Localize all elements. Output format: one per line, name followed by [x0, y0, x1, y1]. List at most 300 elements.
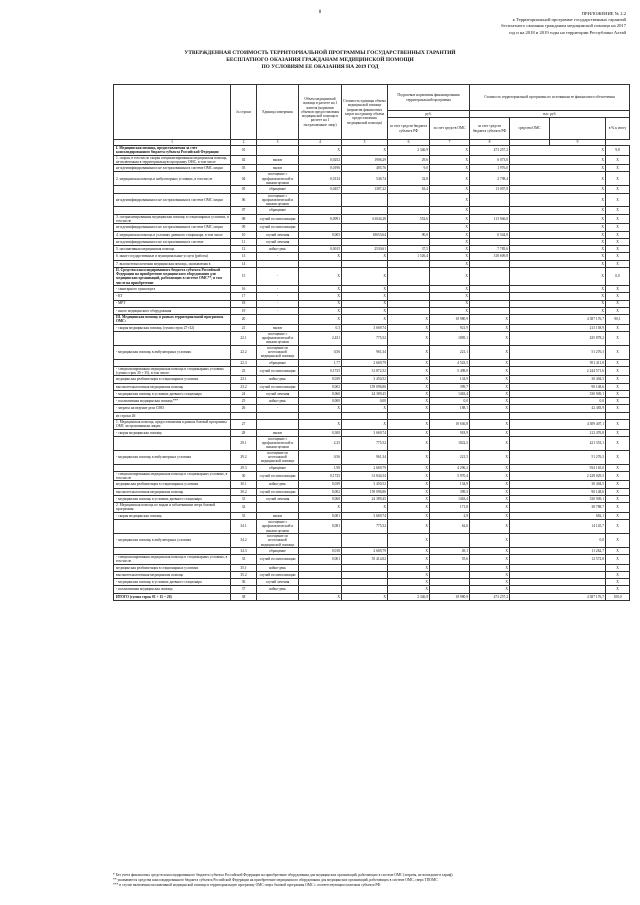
row-per-capita-oms: 188,1 [430, 405, 470, 412]
row-cost-budget: Х [470, 579, 510, 586]
row-per-capita-oms: 399,3 [430, 488, 470, 495]
row-cost-oms: 213 158,9 [510, 324, 606, 331]
row-volume: Х [299, 293, 342, 300]
row-percent: Х [606, 155, 630, 165]
row-cost: Х [342, 267, 388, 285]
row-cost [342, 207, 388, 214]
header-label [114, 85, 231, 140]
row-cost: Х [342, 405, 388, 412]
row-per-capita-budget: Х [388, 533, 430, 547]
row-volume: Х [299, 593, 342, 600]
row-label: - санитарного транспорта [114, 286, 231, 293]
row-percent: Х [606, 324, 630, 331]
table-row [114, 307, 630, 314]
row-cost-oms [510, 579, 606, 586]
table-row [114, 286, 630, 293]
row-cost [342, 571, 388, 578]
row-number: 04 [231, 172, 257, 186]
row-cost: 55 414,02 [342, 555, 388, 565]
row-percent: Х [606, 547, 630, 554]
row-volume: 0,001 [299, 512, 342, 519]
row-unit: случай госпитализации [257, 555, 299, 565]
row-unit: обращение [257, 207, 299, 214]
annex-line: ПРИЛОЖЕНИЕ № 2.2 [581, 11, 626, 16]
row-cost: Х [342, 503, 388, 513]
row-percent: Х [606, 186, 630, 193]
row-percent: Х [606, 172, 630, 186]
row-cost-oms: Х [510, 165, 606, 172]
row-cost-oms: Х [510, 260, 606, 267]
row-number: 03 [231, 165, 257, 172]
row-number: 26 [231, 405, 257, 412]
row-volume: Х [299, 286, 342, 293]
row-number: 34.1 [231, 520, 257, 534]
row-unit: - [257, 307, 299, 314]
row-per-capita-budget: Х [388, 481, 430, 488]
row-volume: 0,039 [299, 376, 342, 383]
row-cost: 0,00 [342, 398, 388, 405]
row-per-capita-budget: 63,4 [388, 186, 430, 193]
row-cost-oms: Х [510, 307, 606, 314]
row-number: 33 [231, 512, 257, 519]
row-volume: Х [299, 307, 342, 314]
row-number: 35 [231, 555, 257, 565]
row-per-capita-oms: Х [430, 238, 470, 245]
row-cost-oms: Х [510, 253, 606, 260]
row-label: из строки 20: [114, 412, 231, 419]
row-cost [342, 193, 388, 207]
header-budget-subj-2: за счет средств бюджета субъекта РФ [470, 118, 510, 140]
row-cost: Х [342, 253, 388, 260]
row-number: 30.1 [231, 481, 257, 488]
row-per-capita-budget: Х [388, 471, 430, 481]
row-per-capita-budget: 2 346,9 [388, 593, 430, 600]
row-volume: 0,001 [299, 555, 342, 565]
row-cost: Х [342, 286, 388, 293]
row-volume: 0,002 [299, 383, 342, 390]
row-unit [257, 146, 299, 156]
row-per-capita-budget: Х [388, 359, 430, 366]
row-per-capita-budget: Х [388, 586, 430, 593]
row-number: 22.2 [231, 345, 257, 359]
row-cost: 3 450,52 [342, 481, 388, 488]
row-label: - специализированная медицинская помощь в стационарных условиях (сумма строк 30 + 35), в том числе: [114, 366, 231, 376]
row-volume: 0,000 [299, 398, 342, 405]
row-per-capita-budget [388, 286, 430, 293]
row-cost-oms: Х [510, 146, 606, 156]
row-percent: Х [606, 571, 630, 578]
row-per-capita-oms [430, 579, 470, 586]
row-cost-budget [470, 238, 510, 245]
row-cost-budget: Х [470, 376, 510, 383]
row-per-capita-budget: Х [388, 564, 430, 571]
row-cost-budget: 6 544,8 [470, 231, 510, 238]
row-label: - скорая медицинская помощь [114, 429, 231, 436]
row-cost [342, 412, 388, 419]
row-percent: Х [606, 533, 630, 547]
row-label: I. Медицинская помощь, предоставляемая за счет консолидированного бюджета субъекта Российской Федерации [114, 146, 231, 156]
row-per-capita-oms: 1822,5 [430, 436, 470, 450]
row-number: 34.3 [231, 547, 257, 554]
row-label: не идентифицированным и не застрахованным в системе [114, 238, 231, 245]
row-per-capita-oms: Х [430, 207, 470, 214]
row-cost-budget: 2 798,4 [470, 172, 510, 186]
row-label: 1. Медицинская помощь, предоставляемая в рамках базовой программы ОМС застрахованным лицам [114, 419, 231, 429]
row-per-capita-oms: Х [430, 293, 470, 300]
row-percent: Х [606, 405, 630, 412]
row-label: 7. высокотехнологичная медицинская помощь, оказываемая в [114, 260, 231, 267]
row-cost-oms: 90 148,6 [510, 488, 606, 495]
row-number: 35.1 [231, 564, 257, 571]
row-number: 11 [231, 238, 257, 245]
row-per-capita-oms: Х [430, 193, 470, 207]
table-row [114, 331, 630, 345]
row-cost-budget: Х [470, 390, 510, 397]
row-cost-budget [470, 207, 510, 214]
row-cost-budget: Х [470, 366, 510, 376]
row-unit [257, 419, 299, 429]
row-label [114, 520, 231, 534]
row-cost-budget: 1 976,0 [470, 165, 510, 172]
table-row [114, 324, 630, 331]
row-unit: случай госпитализации [257, 383, 299, 390]
row-percent: Х [606, 286, 630, 293]
row-per-capita-budget [388, 207, 430, 214]
row-cost-oms [510, 564, 606, 571]
row-percent: Х [606, 398, 630, 405]
row-number: 17 [231, 293, 257, 300]
row-volume: Х [299, 315, 342, 325]
table-row [114, 571, 630, 578]
row-unit: посещение с профилактической и иными целями [257, 172, 299, 186]
row-unit: обращение [257, 547, 299, 554]
row-volume: 0,1725 [299, 366, 342, 376]
row-cost-budget: 473 257,2 [470, 593, 510, 600]
row-unit: посещение по неотложной медицинской помощи [257, 345, 299, 359]
row-cost [342, 564, 388, 571]
row-volume [299, 533, 342, 547]
row-cost-oms: Х [510, 246, 606, 253]
row-label: высокотехнологичная медицинская помощь [114, 571, 231, 578]
row-per-capita-oms: Х [430, 286, 470, 293]
row-per-capita-oms: Х [430, 224, 470, 231]
row-cost: 31 844,54 [342, 471, 388, 481]
row-per-capita-oms: 55,6 [430, 555, 470, 565]
footnotes [113, 873, 629, 889]
header-cost-sources: Стоимость территориальной программы по источникам ее финансового обеспечения [470, 85, 630, 111]
row-number: 27 [231, 419, 257, 429]
row-percent: Х [606, 450, 630, 464]
row-per-capita-budget: Х [388, 324, 430, 331]
row-number: 21 [231, 324, 257, 331]
row-cost-budget: Х [470, 571, 510, 578]
row-per-capita-budget: Х [388, 390, 430, 397]
row-per-capita-budget [388, 193, 430, 207]
row-per-capita-budget: Х [388, 419, 430, 429]
row-per-capita-oms: 4 296,2 [430, 464, 470, 471]
row-per-capita-oms: Х [430, 253, 470, 260]
row-per-capita-oms: Х [430, 307, 470, 314]
row-cost: Х [342, 419, 388, 429]
row-number: 32 [231, 503, 257, 513]
row-per-capita-oms: 2,9 [430, 512, 470, 519]
table-row [114, 231, 630, 238]
row-number: 28 [231, 429, 257, 436]
header-cost-unit: Стоимость единицы объема медицинской помощи (норматив финансовых затрат на единицу объема предоставления медицинской помощи) [342, 85, 388, 140]
header-unit: Единица измерения [257, 85, 299, 140]
row-cost-oms: Х [510, 207, 606, 214]
column-number: 9 [550, 140, 606, 146]
row-cost-budget: Х [470, 481, 510, 488]
row-number: 14 [231, 260, 257, 267]
row-cost: 159 096,86 [342, 488, 388, 495]
row-cost-budget: Х [470, 419, 510, 429]
row-cost: 961,34 [342, 450, 388, 464]
table-row [114, 300, 630, 307]
row-cost: 1387,22 [342, 186, 388, 193]
row-number: 23.2 [231, 383, 257, 390]
row-per-capita-oms [430, 533, 470, 547]
row-cost [342, 260, 388, 267]
row-percent: Х [606, 246, 630, 253]
row-per-capita-budget: Х [388, 579, 430, 586]
row-unit: - [257, 286, 299, 293]
row-cost: 3 669,74 [342, 512, 388, 519]
row-label: II. Средства консолидированного бюджета субъекта Российской Федерации на приобретение медицинского оборудования для медицинских организаций, работающих в системе ОМС**, в том числе на приобретение [114, 267, 231, 285]
row-cost [342, 238, 388, 245]
row-number: 01 [231, 146, 257, 156]
row-unit: койко-день [257, 564, 299, 571]
row-percent: Х [606, 555, 630, 565]
row-cost-oms: 90 148,6 [510, 383, 606, 390]
row-percent: Х [606, 520, 630, 534]
row-per-capita-budget: Х [388, 464, 430, 471]
row-volume: 0,060 [299, 390, 342, 397]
row-volume [299, 586, 342, 593]
row-label: медицинская реабилитация в стационарных условиях [114, 481, 231, 488]
column-number: 1 [114, 140, 231, 146]
row-per-capita-oms: Х [430, 260, 470, 267]
row-volume: 0,060 [299, 495, 342, 502]
column-number: 3 [257, 140, 299, 146]
notes-line: * Без учета финансовых средств консолидированного бюджета субъекта Российской Федерации на приобретение оборудования для медицинских организаций, работающих в системе ОМС (затраты, не вошедшие в тариф). [113, 873, 454, 877]
row-per-capita-oms: 18 980,9 [430, 315, 470, 325]
row-volume: 0,0134 [299, 172, 342, 186]
row-unit: - [257, 253, 299, 260]
row-cost-budget [470, 286, 510, 293]
row-cost: 3 450,52 [342, 376, 388, 383]
row-cost-oms: 0,0 [510, 533, 606, 547]
row-cost [342, 533, 388, 547]
row-cost-oms: Х [510, 186, 606, 193]
row-cost-budget: 13 007,8 [470, 186, 510, 193]
row-percent: Х [606, 165, 630, 172]
table-row [114, 253, 630, 260]
row-cost-budget: Х [470, 450, 510, 464]
row-per-capita-budget: 2 346,9 [388, 146, 430, 156]
row-number: 07 [231, 207, 257, 214]
row-cost-budget: 6 073,0 [470, 155, 510, 165]
row-cost: 485,76 [342, 165, 388, 172]
row-unit: случай госпитализации [257, 471, 299, 481]
header-row-no: № строки [231, 85, 257, 140]
row-cost-budget: Х [470, 405, 510, 412]
row-unit: случай лечения [257, 390, 299, 397]
row-per-capita-budget: Х [388, 495, 430, 502]
row-volume: 0,1725 [299, 471, 342, 481]
table-row [114, 193, 630, 207]
table-row [114, 503, 630, 513]
row-per-capita-oms: Х [430, 300, 470, 307]
row-cost-oms: 2 244 571,6 [510, 366, 606, 376]
row-cost-budget [470, 293, 510, 300]
row-percent: Х [606, 503, 630, 513]
row-unit: случай лечения [257, 238, 299, 245]
row-number: 22.1 [231, 331, 257, 345]
row-number: 36 [231, 579, 257, 586]
row-volume: Х [299, 300, 342, 307]
table-row [114, 564, 630, 571]
row-cost-budget: Х [470, 547, 510, 554]
row-number: 35.2 [231, 571, 257, 578]
row-unit: - [257, 405, 299, 412]
row-per-capita-oms: 134,9 [430, 481, 470, 488]
row-cost: 24 389,45 [342, 495, 388, 502]
row-label: - специализированная медицинская помощь в стационарных условиях, в том числе [114, 555, 231, 565]
annex-line: бесплатного оказания гражданам медицинской помощи на 2017 [501, 23, 626, 29]
row-percent: Х [606, 307, 630, 314]
row-percent: Х [606, 366, 630, 376]
row-cost-oms: 4 309 407,1 [510, 419, 606, 429]
row-percent: Х [606, 260, 630, 267]
row-per-capita-oms: 171,8 [430, 503, 470, 513]
row-per-capita-oms: Х [430, 172, 470, 186]
row-number: 10 [231, 231, 257, 238]
notes-line: *** в случае включения паллиативной медицинской помощи в территориальную программу ОМС сверх базовой программы ОМС с соответствующим платежом субъекта РФ. [113, 883, 382, 888]
row-unit: посещение по неотложной медицинской помощи [257, 450, 299, 464]
row-number: 08 [231, 214, 257, 224]
row-cost-oms: 42 483,9 [510, 405, 606, 412]
row-percent: Х [606, 564, 630, 571]
row-unit: койко-день [257, 376, 299, 383]
row-label: ИТОГО (сумма строк 01 + 15 + 20) [114, 593, 231, 600]
row-percent: Х [606, 224, 630, 231]
row-per-capita-oms: 134,9 [430, 376, 470, 383]
row-per-capita-budget: Х [388, 398, 430, 405]
row-percent: Х [606, 488, 630, 495]
row-per-capita-budget: 29,6 [388, 155, 430, 165]
annex-header [326, 11, 626, 36]
table-row [114, 488, 630, 495]
table-row [114, 419, 630, 429]
row-cost-budget: 7 785,6 [470, 246, 510, 253]
row-cost-budget [470, 260, 510, 267]
row-label: - скорая медицинская помощь [114, 512, 231, 519]
table-row [114, 593, 630, 600]
row-per-capita-budget: Х [388, 366, 430, 376]
row-label [114, 547, 231, 554]
row-number: 29.2 [231, 450, 257, 464]
row-label [114, 207, 231, 214]
row-cost: 18653,64 [342, 231, 388, 238]
page-number: 8 [318, 10, 322, 15]
table-row [114, 224, 630, 231]
row-cost-oms: 435 878,2 [510, 331, 606, 345]
row-volume [299, 207, 342, 214]
row-per-capita-budget: Х [388, 376, 430, 383]
row-volume: 0,081 [299, 520, 342, 534]
row-volume: 0,300 [299, 429, 342, 436]
row-label: - медицинская помощь в амбулаторных условиях [114, 533, 231, 547]
table-row [114, 579, 630, 586]
table-row [114, 155, 630, 165]
row-volume: 0,56 [299, 345, 342, 359]
row-number: 22.3 [231, 359, 257, 366]
row-number: 09 [231, 224, 257, 231]
row-percent: 100,0 [606, 593, 630, 600]
row-percent: Х [606, 207, 630, 214]
row-unit: посещение с профилактической и иными целями [257, 436, 299, 450]
row-unit: случай госпитализации [257, 214, 299, 224]
row-label: высокотехнологичная медицинская помощь [114, 383, 231, 390]
row-cost: 3 669,74 [342, 324, 388, 331]
row-volume [299, 238, 342, 245]
row-per-capita-oms: Х [430, 214, 470, 224]
table-body [114, 140, 630, 601]
row-cost-budget: Х [470, 383, 510, 390]
row-percent: Х [606, 586, 630, 593]
row-number: 16 [231, 286, 257, 293]
table-row [114, 267, 630, 285]
row-per-capita-budget [388, 260, 430, 267]
row-unit: койко-день [257, 246, 299, 253]
row-cost-budget [470, 307, 510, 314]
row-label [114, 436, 231, 450]
row-percent: Х [606, 390, 630, 397]
row-cost-oms: 38 788,7 [510, 503, 606, 513]
row-unit: случай лечения [257, 231, 299, 238]
row-unit: койко-день [257, 398, 299, 405]
row-label: - медицинская помощь в условиях дневного стационара [114, 390, 231, 397]
row-number: 06 [231, 193, 257, 207]
row-cost: 961,34 [342, 345, 388, 359]
row-cost [342, 579, 388, 586]
row-cost-budget: Х [470, 533, 510, 547]
row-percent: Х [606, 193, 630, 207]
row-cost: Х [342, 307, 388, 314]
column-number: 7 [430, 140, 470, 146]
row-number: 23.1 [231, 376, 257, 383]
row-cost: Х [342, 293, 388, 300]
row-cost: Х [342, 146, 388, 156]
row-volume: 0,3 [299, 324, 342, 331]
cost-table [113, 84, 630, 601]
row-cost: 2530,61 [342, 246, 388, 253]
row-label: - медицинская помощь в условиях дневного стационара [114, 495, 231, 502]
row-label: не идентифицированным и не застрахованным в системе ОМС лицам [114, 165, 231, 172]
row-per-capita-budget: 32,8 [388, 172, 430, 186]
row-per-capita-oms: Х [430, 267, 470, 285]
row-label: медицинская реабилитация в стационарных условиях [114, 564, 231, 571]
row-cost-budget [470, 224, 510, 231]
header-volume: Объем медицинской помощи в расчете на 1 жителя (норматив объемов предоставления медицинской помощи в расчете на 1 застрахованное лицо) [299, 85, 342, 140]
annex-line: год и на 2018 и 2019 годы на территории Республики Алтай [508, 29, 626, 35]
row-volume: 0,0252 [299, 155, 342, 165]
row-per-capita-oms: 1463,4 [430, 495, 470, 502]
table-row [114, 586, 630, 593]
row-cost-oms: 4 387 176,7 [510, 315, 606, 325]
row-cost: 2 669,79 [342, 464, 388, 471]
